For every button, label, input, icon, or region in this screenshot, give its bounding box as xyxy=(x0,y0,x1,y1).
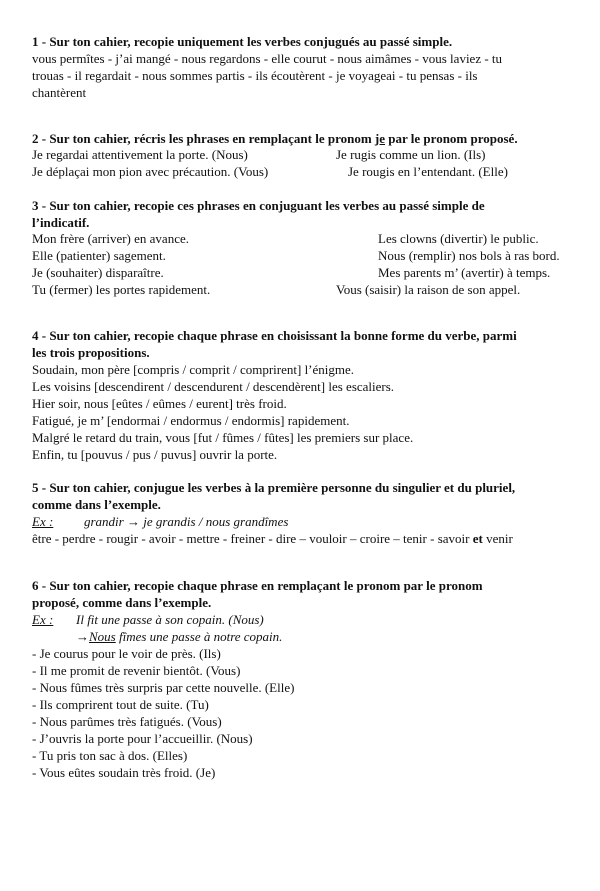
sentence: Tu (fermer) les portes rapidement. xyxy=(32,282,211,297)
exercise-1-line: chantèrent xyxy=(32,85,87,100)
sentence: Mes parents m’ (avertir) à temps. xyxy=(378,265,551,280)
exercise-2-title-end: par le pronom proposé. xyxy=(385,131,518,146)
exercise-3-row xyxy=(32,231,580,248)
sentence: Je regardai attentivement la porte. (Nous) xyxy=(32,147,248,162)
exercise-6-sentence: - Ils comprirent tout de suite. (Tu) xyxy=(32,697,209,712)
sentence: Nous (remplir) nos bols à ras bord. xyxy=(378,248,560,263)
example-label: Ex : xyxy=(32,514,54,529)
exercise-2-row xyxy=(32,164,580,181)
verb-list: être - perdre - rougir - avoir - mettre - freiner - dire – vouloir – croire – tenir - savoir xyxy=(32,531,470,546)
exercise-4-sentence: Hier soir, nous [eûtes / eûmes / eurent] très froid. xyxy=(32,396,287,411)
exercise-3-row xyxy=(32,248,580,265)
exercise-4-sentence: Enfin, tu [pouvus / pus / puvus] ouvrir la porte. xyxy=(32,447,278,462)
exercise-6-sentence: - J’ouvris la porte pour l’accueillir. (Nous) xyxy=(32,731,253,746)
arrow-icon: → xyxy=(76,629,89,644)
exercise-6-title: 6 - Sur ton cahier, recopie chaque phrase en remplaçant le pronom par le pronom xyxy=(32,578,483,593)
exercise-4-sentence: Fatigué, je m’ [endormai / endormus / endormis] rapidement. xyxy=(32,413,350,428)
exercise-6-sentence: - Nous parûmes très fatigués. (Vous) xyxy=(32,714,222,729)
verb-list-last: venir xyxy=(486,531,513,546)
exercise-5 xyxy=(32,479,580,547)
exercise-6-title: proposé, comme dans l’exemple. xyxy=(32,595,212,610)
exercise-2-row xyxy=(32,147,580,164)
exercise-2-title-start: 2 - Sur ton cahier, récris les phrases en remplaçant le pronom xyxy=(32,131,375,146)
exercise-3 xyxy=(32,197,580,299)
exercise-5-title: comme dans l’exemple. xyxy=(32,497,161,512)
sentence: Elle (patienter) sagement. xyxy=(32,248,166,263)
exercise-4-title: 4 - Sur ton cahier, recopie chaque phrase en choisissant la bonne forme du verbe, parmi xyxy=(32,328,517,343)
exercise-1 xyxy=(32,33,580,101)
exercise-6 xyxy=(32,577,580,781)
exercise-6-sentence: - Nous fûmes très surpris par cette nouvelle. (Elle) xyxy=(32,680,295,695)
example-pronoun: Nous xyxy=(89,629,116,644)
exercise-4 xyxy=(32,327,580,463)
exercise-4-sentence: Malgré le retard du train, vous [fut / fûmes / fûtes] les premiers sur place. xyxy=(32,430,414,445)
sentence: Je déplaçai mon pion avec précaution. (Vous) xyxy=(32,164,269,179)
exercise-6-sentence: - Je courus pour le voir de près. (Ils) xyxy=(32,646,221,661)
exercise-1-title: 1 - Sur ton cahier, recopie uniquement les verbes conjugués au passé simple. xyxy=(32,34,453,49)
exercise-3-title: l’indicatif. xyxy=(32,215,90,230)
sentence: Les clowns (divertir) le public. xyxy=(378,231,539,246)
example-label: Ex : xyxy=(32,612,54,627)
exercise-6-sentence: - Il me promit de revenir bientôt. (Vous) xyxy=(32,663,241,678)
exercise-6-example xyxy=(32,611,580,628)
exercise-5-title: 5 - Sur ton cahier, conjugue les verbes à la première personne du singulier et du pluriel, xyxy=(32,480,516,495)
exercise-6-sentence: - Vous eûtes soudain très froid. (Je) xyxy=(32,765,216,780)
exercise-1-line: vous permîtes - j’ai mangé - nous regardons - elle courut - nous aimâmes - vous laviez - tu xyxy=(32,51,503,66)
sentence: Je (souhaiter) disparaître. xyxy=(32,265,164,280)
exercise-3-row xyxy=(32,265,580,282)
exercise-2 xyxy=(32,130,580,181)
exercise-5-verbs xyxy=(32,530,580,547)
exercise-6-example-answer xyxy=(32,628,580,645)
exercise-4-sentence: Soudain, mon père [compris / comprit / comprirent] l’énigme. xyxy=(32,362,355,377)
example-sentence: Il fit une passe à son copain. (Nous) xyxy=(76,612,264,627)
example-text: grandir → je grandis / nous grandîmes xyxy=(84,514,289,529)
exercise-1-line: trouas - il regardait - nous sommes partis - ils écoutèrent - je voyageai - tu pensas - ils xyxy=(32,68,478,83)
exercise-2-title xyxy=(32,130,580,147)
sentence: Mon frère (arriver) en avance. xyxy=(32,231,189,246)
exercise-3-row xyxy=(32,282,580,299)
sentence: Je rugis comme un lion. (Ils) xyxy=(336,147,486,162)
exercise-6-sentence: - Tu pris ton sac à dos. (Elles) xyxy=(32,748,188,763)
exercise-4-sentence: Les voisins [descendirent / descendurent / descendèrent] les escaliers. xyxy=(32,379,395,394)
sentence: Vous (saisir) la raison de son appel. xyxy=(336,282,521,297)
sentence: Je rougis en l’entendant. (Elle) xyxy=(348,164,508,179)
verb-list-conjunction: et xyxy=(472,531,483,546)
exercise-3-title: 3 - Sur ton cahier, recopie ces phrases en conjuguant les verbes au passé simple de xyxy=(32,198,485,213)
exercise-4-title: les trois propositions. xyxy=(32,345,150,360)
exercise-5-example xyxy=(32,513,580,530)
example-answer-rest: fîmes une passe à notre copain. xyxy=(115,629,283,644)
exercise-2-title-pronoun: je xyxy=(374,131,386,146)
